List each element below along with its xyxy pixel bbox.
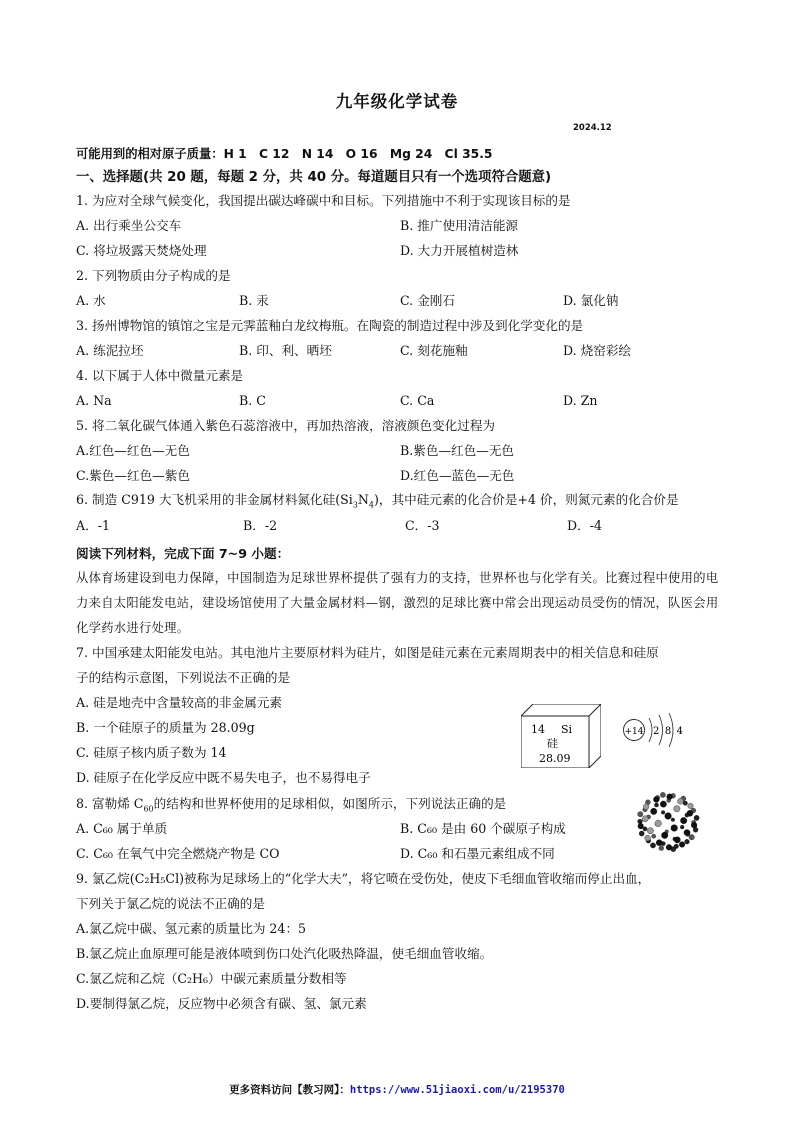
q1-option-d: D. 大力开展植树造林 <box>400 243 519 258</box>
q8-option-a: A. C₆₀ 属于单质 <box>76 821 168 836</box>
q4-option-a: A. Na <box>76 393 112 408</box>
q2-option-b: B. 汞 <box>239 293 269 308</box>
q3-option-c: C. 刻花施釉 <box>400 343 468 358</box>
q1-option-a: A. 出行乘坐公交车 <box>76 218 182 233</box>
q1-stem: 1. 为应对全球气候变化，我国提出碳达峰碳中和目标。下列措施中不利于实现该目标的是 <box>76 193 571 208</box>
q5-option-c: C.紫色—红色—紫色 <box>76 468 190 483</box>
q6-option-a: A．-1 <box>76 518 110 533</box>
carbon-atom <box>653 797 659 803</box>
carbon-atom <box>691 822 697 828</box>
carbon-atom <box>650 808 656 814</box>
q2-option-c: C. 金刚石 <box>400 293 455 308</box>
q7-option-c: C. 硅原子核内质子数为 14 <box>76 745 227 760</box>
q5-option-a: A.红色—红色—无色 <box>76 443 190 458</box>
footer-link[interactable]: https://www.51jiaoxi.com/u/2195370 <box>349 1084 565 1096</box>
q9-stem-line2: 下列关于氯乙烷的说法不正确的是 <box>76 896 265 911</box>
carbon-atom <box>645 835 651 841</box>
q9-option-d: D.要制得氯乙烷，反应物中必须含有碳、氢、氯元素 <box>76 996 367 1011</box>
q7-option-b: B. 一个硅原子的质量为 28.09g <box>76 720 255 735</box>
carbon-atom <box>638 823 644 829</box>
q7-option-d: D. 硅原子在化学反应中既不易失电子，也不易得电子 <box>76 770 371 785</box>
q7-option-a: A. 硅是地壳中含量较高的非金属元素 <box>76 695 283 710</box>
carbon-atom <box>674 805 681 812</box>
carbon-atom <box>643 827 647 831</box>
q6-option-b: B．-2 <box>243 518 278 533</box>
carbon-atom <box>638 819 643 824</box>
q5-stem: 5. 将二氧化碳气体通入紫色石蕊溶液中，再加热溶液，溶液颜色变化过程为 <box>76 418 496 433</box>
q4-stem: 4. 以下属于人体中微量元素是 <box>76 368 244 383</box>
carbon-atom <box>638 812 643 817</box>
q3-option-a: A. 练泥拉坯 <box>76 343 144 358</box>
carbon-atom <box>642 816 648 822</box>
carbon-atom <box>667 794 673 800</box>
q3-stem: 3. 扬州博物馆的镇馆之宝是元霁蓝釉白龙纹梅瓶。在陶瓷的制造过程中涉及到化学变化的是 <box>76 318 584 333</box>
carbon-atom <box>650 843 655 848</box>
carbon-atom <box>659 846 664 851</box>
q8-option-c: C. C₆₀ 在氧气中完全燃烧产物是 CO <box>76 846 280 861</box>
q1-option-c: C. 将垃圾露天焚烧处理 <box>76 243 207 258</box>
page-title: 九年级化学试卷 <box>335 92 459 111</box>
q2-stem: 2. 下列物质由分子构成的是 <box>76 268 231 283</box>
q3-option-b: B. 印、利、晒坯 <box>239 343 332 358</box>
carbon-atom <box>685 839 690 844</box>
carbon-atom <box>687 810 693 816</box>
q7-stem-line2: 子的结构示意图，下列说法不正确的是 <box>76 670 291 685</box>
carbon-atom <box>643 804 649 810</box>
c60-molecule-image <box>630 790 706 854</box>
q6-stem: 6. 制造 C919 大飞机采用的非金属材料氮化硅$(Si_3N_4)$，其中硅元素的化合价是+4 价，则氮元素的化合价是 <box>76 492 679 510</box>
q8-option-d: D. C₆₀ 和石墨元素组成不同 <box>400 846 555 861</box>
carbon-atom <box>694 815 699 820</box>
reading-heading: 阅读下列材料，完成下面 7~9 小题： <box>76 546 290 561</box>
carbon-atom <box>671 818 675 822</box>
q4-option-d: D. Zn <box>563 393 598 408</box>
q6-option-d: D．-4 <box>567 518 602 533</box>
silicon-element-cell <box>521 704 601 768</box>
section-heading: 一、选择题(共 20 题，每题 2 分，共 40 分。每道题目只有一个选项符合题意) <box>76 170 552 185</box>
carbon-atom <box>680 817 687 824</box>
q5-option-b: B.紫色—红色—无色 <box>400 443 515 458</box>
carbon-atom <box>661 811 665 815</box>
carbon-atom <box>647 828 653 834</box>
carbon-atom <box>689 834 694 839</box>
carbon-atom <box>688 803 694 809</box>
q8-stem: 8. 富勒烯 $C_{60}$的结构和世界杯使用的足球相似，如图所示，下列说法正确的是 <box>76 796 507 814</box>
carbon-atom <box>660 801 666 807</box>
q2-option-d: D. 氯化钠 <box>563 293 619 308</box>
carbon-atom <box>674 837 680 843</box>
element-name: 硅 <box>547 737 558 750</box>
q6-option-c: C．-3 <box>405 518 440 533</box>
reading-passage: 从体育场建设到电力保障，中国制造为足球世界杯提供了强有力的支持，世界杯也与化学有关。比赛过程中使用的电力来自太阳能发电站，建设场馆使用了大量金属材料—钢，激烈的足球比赛中常会出现运动员受伤的情况，队医会用化学药水进行处理。 <box>76 571 719 635</box>
carbon-atom <box>639 831 644 836</box>
q2-option-a: A. 水 <box>76 293 106 308</box>
carbon-atom <box>683 801 688 806</box>
q3-option-d: D. 烧窑彩绘 <box>563 343 632 358</box>
carbon-atom <box>660 792 665 797</box>
element-number: 14 <box>531 723 545 736</box>
q7-stem-line1: 7. 中国承建太阳能发电站。其电池片主要原材料为硅片，如图是硅元素在元素周期表中的相关信息和硅原 <box>76 645 659 660</box>
carbon-atom <box>652 834 656 838</box>
q1-option-b: B. 推广使用清洁能源 <box>400 218 519 233</box>
q4-option-b: B. C <box>239 393 266 408</box>
carbon-atom <box>661 832 668 839</box>
silicon-atom-diagram <box>621 710 691 750</box>
q9-option-c: C.氯乙烷和乙烷（C₂H₆）中碳元素质量分数相等 <box>76 971 347 986</box>
exam-date: 2024.12 <box>573 123 612 133</box>
atom-nucleus: +14 <box>624 727 644 737</box>
q5-option-d: D.红色—蓝色—无色 <box>400 468 515 483</box>
carbon-atom <box>656 840 662 846</box>
carbon-atom <box>671 825 678 832</box>
element-symbol: Si <box>561 723 573 736</box>
atom-shells: 2 8 4 <box>653 726 683 737</box>
carbon-atom <box>677 798 683 804</box>
footer-prefix: 更多资料访问【教习网】： <box>229 1084 350 1096</box>
q4-option-c: C. Ca <box>400 393 435 408</box>
carbon-atom <box>680 825 684 829</box>
q9-stem-line1: 9. 氯乙烷(C₂H₅Cl)被称为足球场上的“化学大夫”，将它喷在受伤处，使皮下毛细血管收缩而停止出血， <box>76 871 651 886</box>
carbon-atom <box>679 842 685 848</box>
q9-option-b: B.氯乙烷止血原理可能是液体喷到伤口处汽化吸热降温，使毛细血管收缩。 <box>76 946 493 961</box>
carbon-atom <box>665 813 672 820</box>
carbon-atom <box>666 844 672 850</box>
carbon-atom <box>655 820 662 827</box>
element-mass: 28.09 <box>539 752 571 765</box>
footer <box>0 1082 794 1097</box>
q8-option-b: B. C₆₀ 是由 60 个碳原子构成 <box>400 821 566 836</box>
q9-option-a: A.氯乙烷中碳、氢元素的质量比为 24：5 <box>76 921 307 936</box>
carbon-atom <box>654 803 658 807</box>
atomic-masses: 可能用到的相对原子质量：H 1 C 12 N 14 O 16 Mg 24 Cl 35.5 <box>76 147 493 161</box>
carbon-atom <box>684 829 690 835</box>
